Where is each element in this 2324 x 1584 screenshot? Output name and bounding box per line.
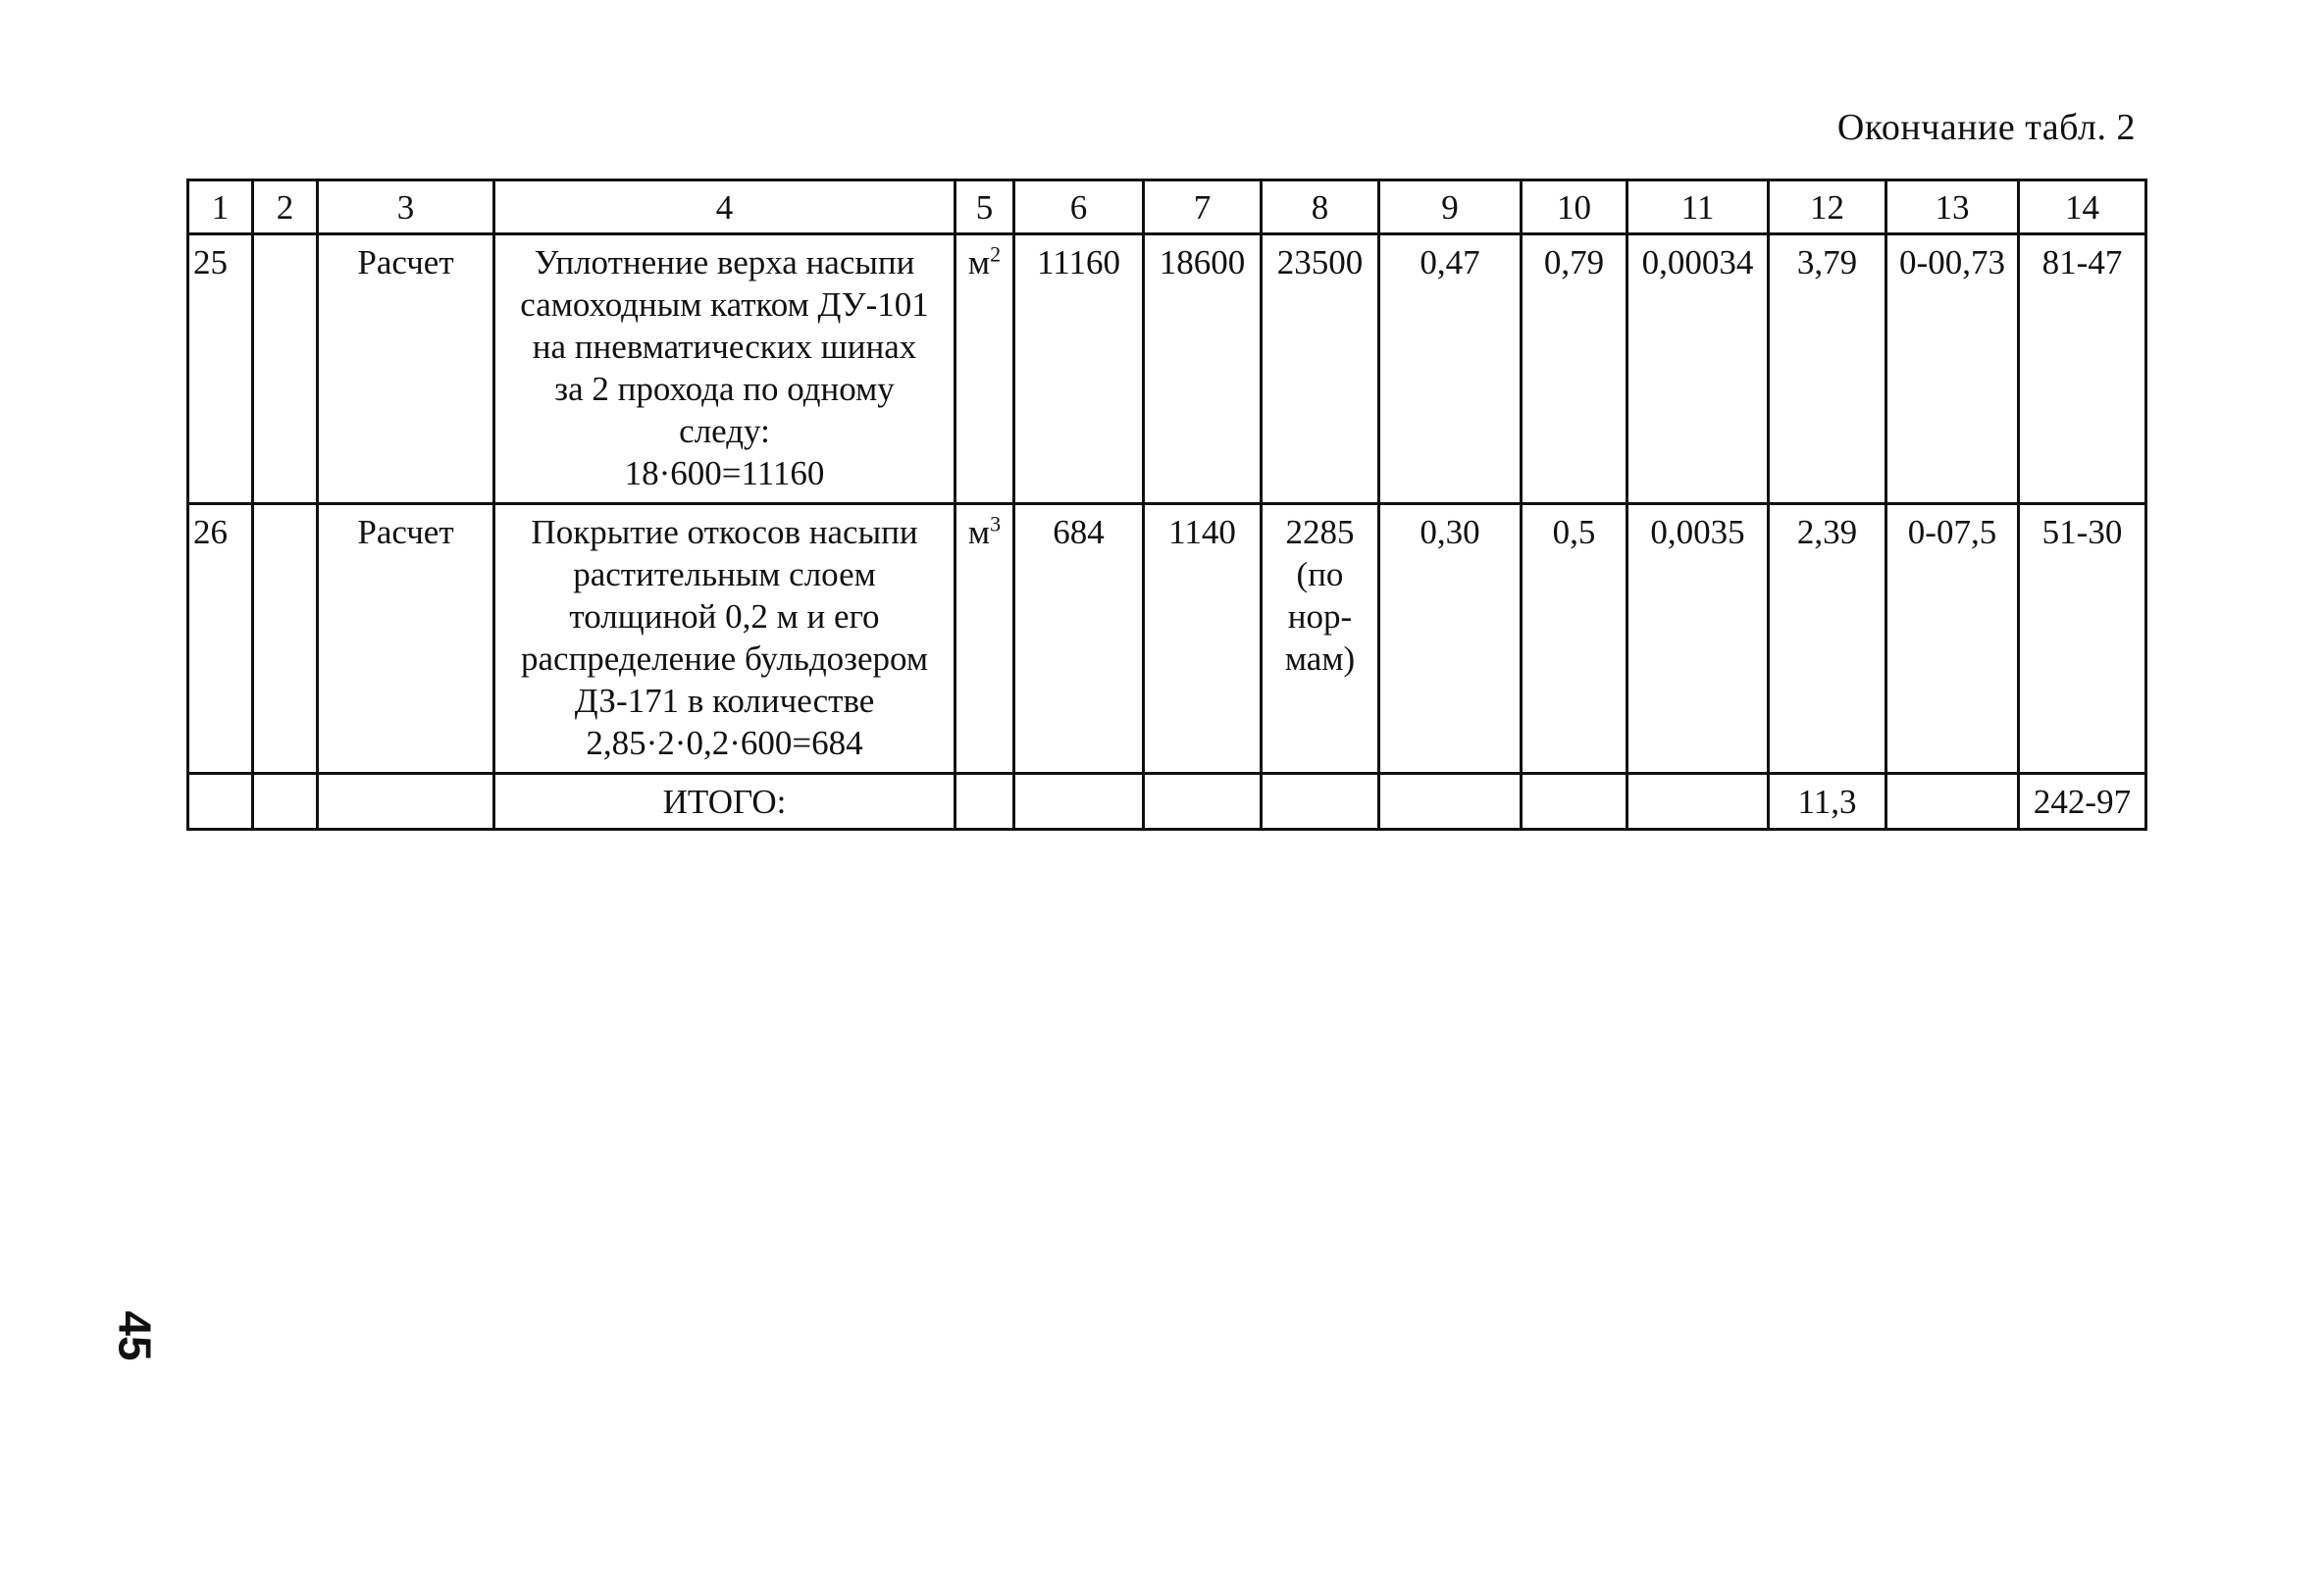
column-header: 14 — [2019, 180, 2146, 234]
table-row — [188, 234, 2146, 504]
table-row — [188, 504, 2146, 774]
empty-cell — [1144, 774, 1262, 830]
column-header: 4 — [494, 180, 955, 234]
column-header: 5 — [955, 180, 1014, 234]
column-header: 8 — [1262, 180, 1379, 234]
cell-col-13: 0-07,5 — [1886, 504, 2019, 774]
column-header: 13 — [1886, 180, 2019, 234]
total-row — [188, 774, 2146, 830]
cell-col-11: 0,0035 — [1627, 504, 1769, 774]
total-col-14: 242-97 — [2019, 774, 2146, 830]
empty-cell — [188, 774, 253, 830]
page-number: 45 — [109, 1310, 161, 1361]
empty-cell — [1262, 774, 1379, 830]
column-header: 6 — [1014, 180, 1144, 234]
cell-col-8: 23500 — [1262, 234, 1379, 504]
cell-col-10: 0,79 — [1522, 234, 1627, 504]
column-header: 12 — [1769, 180, 1886, 234]
unit-exponent: 3 — [990, 511, 1002, 537]
row-number: 26 — [188, 504, 253, 774]
work-description: Уплотнение верха насыпи самоходным катком ДУ-101 на пневматических шинах за 2 прохода по одному следу: 18·600=11160 — [494, 234, 955, 504]
cell-col-10: 0,5 — [1522, 504, 1627, 774]
empty-cell — [1014, 774, 1144, 830]
work-description: Покрытие откосов насыпи растительным слоем толщиной 0,2 м и его распределение бульдозером ДЗ-171 в количестве 2,85·2·0,2·600=684 — [494, 504, 955, 774]
cell-col-12: 2,39 — [1769, 504, 1886, 774]
cell-col-14: 51-30 — [2019, 504, 2146, 774]
cell-col-12: 3,79 — [1769, 234, 1886, 504]
empty-cell — [1522, 774, 1627, 830]
basis-cell: Расчет — [318, 234, 494, 504]
cell-col-6: 684 — [1014, 504, 1144, 774]
cell-col-7: 1140 — [1144, 504, 1262, 774]
unit-text: м — [967, 513, 991, 551]
cell-col-8: 2285 (по нор- мам) — [1262, 504, 1379, 774]
total-label: ИТОГО: — [494, 774, 955, 830]
unit-text: м — [967, 243, 991, 281]
empty-cell — [1627, 774, 1769, 830]
estimate-table — [186, 179, 2147, 831]
empty-cell — [253, 774, 318, 830]
cell-col-2 — [253, 234, 318, 504]
cell-col-6: 11160 — [1014, 234, 1144, 504]
table-caption: Окончание табл. 2 — [1836, 107, 2136, 148]
cell-col-11: 0,00034 — [1627, 234, 1769, 504]
column-header: 11 — [1627, 180, 1769, 234]
column-header: 7 — [1144, 180, 1262, 234]
column-header: 1 — [188, 180, 253, 234]
column-header: 10 — [1522, 180, 1627, 234]
basis-cell: Расчет — [318, 504, 494, 774]
unit-exponent: 2 — [990, 241, 1002, 267]
cell-col-7: 18600 — [1144, 234, 1262, 504]
cell-col-13: 0-00,73 — [1886, 234, 2019, 504]
cell-col-9: 0,30 — [1379, 504, 1522, 774]
empty-cell — [955, 774, 1014, 830]
empty-cell — [318, 774, 494, 830]
header-row — [188, 180, 2146, 234]
cell-col-9: 0,47 — [1379, 234, 1522, 504]
cell-col-14: 81-47 — [2019, 234, 2146, 504]
total-col-12: 11,3 — [1769, 774, 1886, 830]
column-header: 2 — [253, 180, 318, 234]
empty-cell — [1886, 774, 2019, 830]
unit-cell — [955, 504, 1014, 774]
unit-cell — [955, 234, 1014, 504]
empty-cell — [1379, 774, 1522, 830]
column-header: 3 — [318, 180, 494, 234]
row-number: 25 — [188, 234, 253, 504]
column-header: 9 — [1379, 180, 1522, 234]
cell-col-2 — [253, 504, 318, 774]
